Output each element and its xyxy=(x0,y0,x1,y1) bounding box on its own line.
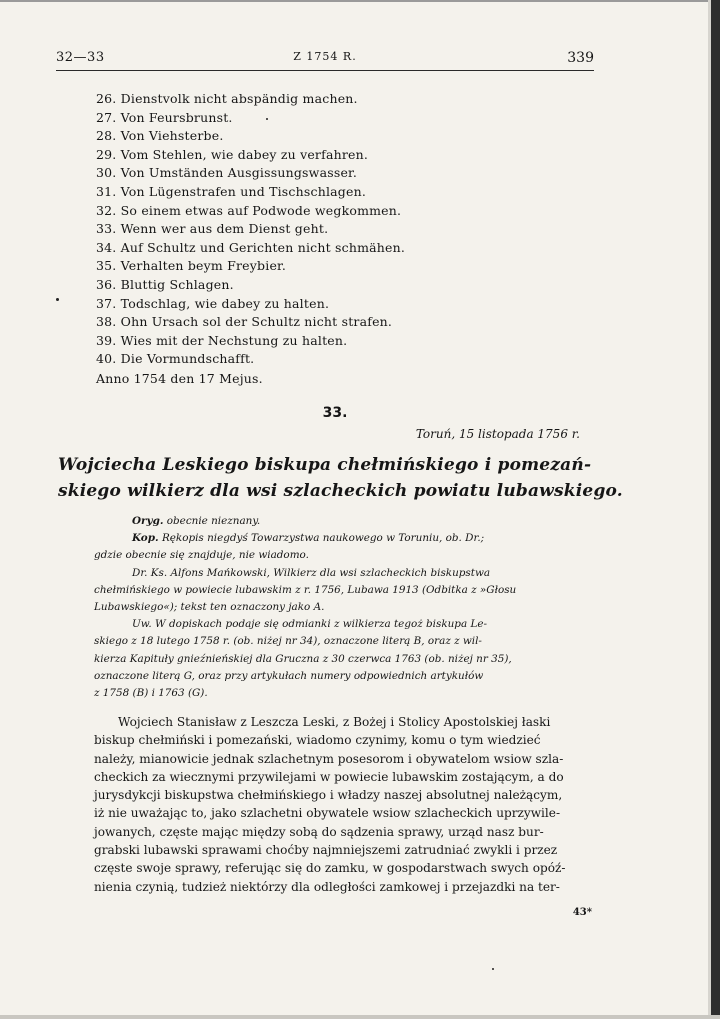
list-item: 38. Ohn Ursach sol der Schultz nicht strafen. xyxy=(96,314,393,330)
place-date: Toruń, 15 listopada 1756 r. xyxy=(415,427,580,441)
note-head-kop: Kop. xyxy=(132,532,159,545)
body-line: checkich za wiecznymi przywilejami w powiecie lubawskim zostającym, a do xyxy=(94,769,564,784)
header-rule xyxy=(56,70,594,71)
note-head-oryg: Oryg. xyxy=(132,515,164,527)
note-oryg-text: obecnie nieznany. xyxy=(166,515,261,527)
running-head-section-numbers: 32—33 xyxy=(56,50,105,65)
list-item: 33. Wenn wer aus dem Dienst geht. xyxy=(96,221,329,237)
title-line: skiego wilkierz dla wsi szlacheckich powiatu lubawskiego. xyxy=(58,481,623,501)
scan-dark-border xyxy=(711,0,720,1019)
article-list xyxy=(96,90,405,369)
list-item: 30. Von Umständen Ausgissungswasser. xyxy=(96,165,358,181)
note-oryg xyxy=(94,513,594,530)
note-uw-line: oznaczone literą G, oraz przy artykułach numery odpowiednich artykułów xyxy=(94,669,484,682)
note-dr-text: Ks. Alfons Mańkowski, Wilkierz dla wsi szlacheckich biskupstwa xyxy=(150,566,491,579)
list-item: 35. Verhalten beym Freybier. xyxy=(96,258,287,274)
source-notes xyxy=(94,513,594,702)
body-line: Wojciech Stanisław z Leszcza Leski, z Bożej i Stolicy Apostolskiej łaski xyxy=(118,715,551,729)
body-line: jowanych, częste mając między sobą do sądzenia sprawy, urząd nasz bur- xyxy=(94,824,544,839)
body-line: nienia czynią, tudzież niektórzy dla odległości zamkowej i przejazdki na ter- xyxy=(94,879,560,894)
dateline: Anno 1754 den 17 Mejus. xyxy=(96,371,263,386)
note-dr-line: chełmińskiego w powiecie lubawskim z r. 1756, Lubawa 1913 (Odbitka z »Głosu xyxy=(94,583,517,596)
body-paragraph xyxy=(94,713,596,896)
list-item: 37. Todschlag, wie dabey zu halten. xyxy=(96,295,330,311)
note-uw-line: z 1758 (B) i 1763 (G). xyxy=(94,687,208,700)
document-title xyxy=(58,452,623,504)
note-head-uw: Uw. xyxy=(132,618,152,631)
scan-bottom-edge xyxy=(0,1015,720,1019)
list-item: 31. Von Lügenstrafen und Tischschlagen. xyxy=(96,183,367,199)
body-line: jurysdykcji biskupstwa chełmińskiego i władzy naszej absolutnej należącym, xyxy=(94,788,563,803)
stray-ink-dot xyxy=(266,118,268,120)
printer-signature-mark: 43* xyxy=(572,907,592,918)
note-uw-line: kierza Kapituły gnieźnieńskiej dla Gruczna z 30 czerwca 1763 (ob. niżej nr 35), xyxy=(94,652,512,665)
body-line: częste swoje sprawy, referując się do zamku, w gospodarstwach swych opóź- xyxy=(94,861,566,876)
note-kop-line: gdzie obecnie się znajduje, nie wiadomo. xyxy=(94,549,309,562)
list-item: 36. Bluttig Schlagen. xyxy=(96,276,234,292)
stray-ink-dot xyxy=(56,298,59,301)
list-item: 39. Wies mit der Nechstung zu halten. xyxy=(96,332,348,348)
note-dr xyxy=(94,565,594,582)
note-uw-text: W dopiskach podaje się odmianki z wilkierza tegoż biskupa Le- xyxy=(155,618,488,631)
document-number: 33. xyxy=(322,405,348,421)
running-head-year: Z 1754 R. xyxy=(293,50,357,63)
running-head xyxy=(56,50,594,72)
list-item: 29. Vom Stehlen, wie dabey zu verfahren. xyxy=(96,146,369,162)
note-dr-line: Lubawskiego«); tekst ten oznaczony jako A. xyxy=(94,601,325,614)
note-kop-text: Rękopis niegdyś Towarzystwa naukowego w Toruniu, ob. Dr.; xyxy=(161,532,485,545)
note-uw xyxy=(94,616,594,633)
page-number: 339 xyxy=(567,50,594,66)
scan-top-edge xyxy=(0,0,720,2)
list-item: 34. Auf Schultz und Gerichten nicht schmähen. xyxy=(96,239,406,255)
body-line: grabski lubawski sprawami choćby najmniejszemi zatrudniać zwykli i przez xyxy=(94,843,558,858)
stray-ink-dot xyxy=(492,968,494,970)
title-line: Wojciecha Leskiego biskupa chełmińskiego i pomezań- xyxy=(58,455,592,475)
body-line: iż nie uważając to, jako szlachetni obywatele wsiow szlacheckich uprzywile- xyxy=(94,806,561,821)
list-item: 40. Die Vormundschafft. xyxy=(96,351,255,367)
body-line: należy, mianowicie jednak szlachetnym posesorom i obywatelom wsiow szla- xyxy=(94,751,564,766)
list-item: 32. So einem etwas auf Podwode wegkommen. xyxy=(96,202,402,218)
list-item: 27. Von Feursbrunst. xyxy=(96,109,233,125)
list-item: 28. Von Viehsterbe. xyxy=(96,128,224,144)
note-kop xyxy=(94,530,594,547)
body-line: biskup chełmiński i pomezański, wiadomo czynimy, komu o tym wiedzieć xyxy=(94,733,541,748)
list-item: 26. Dienstvolk nicht abspändig machen. xyxy=(96,91,358,106)
note-head-dr: Dr. xyxy=(132,566,148,579)
note-uw-line: skiego z 18 lutego 1758 r. (ob. niżej nr 34), oznaczone literą B, oraz z wil- xyxy=(94,635,482,648)
